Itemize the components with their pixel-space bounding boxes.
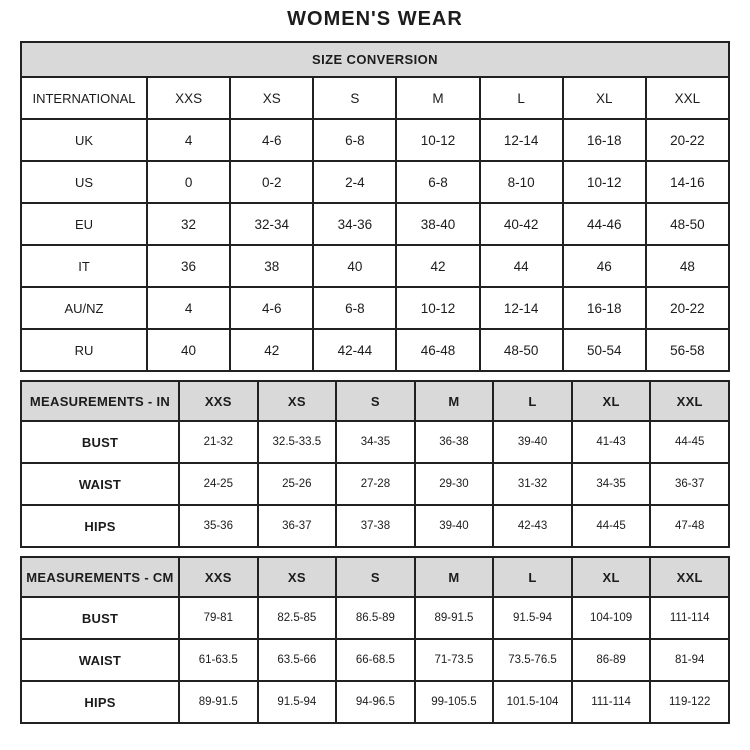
value-cell: 37-38 — [336, 505, 415, 547]
value-cell: 42-44 — [313, 329, 396, 371]
value-cell: 111-114 — [572, 681, 651, 723]
row-label-cell: WAIST — [21, 639, 179, 681]
value-cell: 63.5-66 — [258, 639, 337, 681]
value-cell: 61-63.5 — [179, 639, 258, 681]
value-cell: 29-30 — [415, 463, 494, 505]
table-row — [21, 161, 729, 203]
value-cell: 91.5-94 — [493, 597, 572, 639]
column-header-international: INTERNATIONAL — [21, 77, 147, 119]
size-header-cell: S — [336, 381, 415, 421]
row-label-cell: AU/NZ — [21, 287, 147, 329]
value-cell: 81-94 — [650, 639, 729, 681]
value-cell: 2-4 — [313, 161, 396, 203]
size-header-cell: XXL — [650, 557, 729, 597]
size-header-cell: XS — [258, 381, 337, 421]
value-cell: 32 — [147, 203, 230, 245]
value-cell: 10-12 — [563, 161, 646, 203]
value-cell: 10-12 — [396, 287, 479, 329]
row-label-cell: WAIST — [21, 463, 179, 505]
column-header-cell: XS — [230, 77, 313, 119]
measurements-header-cell: MEASUREMENTS - IN — [21, 381, 179, 421]
value-cell: 73.5-76.5 — [493, 639, 572, 681]
value-cell: 48-50 — [480, 329, 563, 371]
value-cell: 44-46 — [563, 203, 646, 245]
value-cell: 94-96.5 — [336, 681, 415, 723]
value-cell: 44 — [480, 245, 563, 287]
column-header-cell: XXL — [646, 77, 729, 119]
value-cell: 14-16 — [646, 161, 729, 203]
value-cell: 31-32 — [493, 463, 572, 505]
value-cell: 32.5-33.5 — [258, 421, 337, 463]
value-cell: 86.5-89 — [336, 597, 415, 639]
value-cell: 44-45 — [650, 421, 729, 463]
row-label-cell: BUST — [21, 597, 179, 639]
measurements-header-cell: MEASUREMENTS - CM — [21, 557, 179, 597]
table-row — [21, 245, 729, 287]
measurements-header-row — [21, 381, 729, 421]
value-cell: 38 — [230, 245, 313, 287]
value-cell: 71-73.5 — [415, 639, 494, 681]
row-label-cell: US — [21, 161, 147, 203]
value-cell: 6-8 — [396, 161, 479, 203]
value-cell: 12-14 — [480, 119, 563, 161]
size-header-cell: XXL — [650, 381, 729, 421]
column-header-cell: L — [480, 77, 563, 119]
value-cell: 48 — [646, 245, 729, 287]
value-cell: 0 — [147, 161, 230, 203]
measurements-in-table — [20, 380, 730, 548]
value-cell: 38-40 — [396, 203, 479, 245]
value-cell: 36 — [147, 245, 230, 287]
value-cell: 79-81 — [179, 597, 258, 639]
value-cell: 111-114 — [650, 597, 729, 639]
value-cell: 89-91.5 — [415, 597, 494, 639]
column-header-cell: S — [313, 77, 396, 119]
measurements-header-row — [21, 557, 729, 597]
value-cell: 24-25 — [179, 463, 258, 505]
value-cell: 40-42 — [480, 203, 563, 245]
size-header-cell: XS — [258, 557, 337, 597]
value-cell: 6-8 — [313, 287, 396, 329]
value-cell: 41-43 — [572, 421, 651, 463]
page-title: WOMEN'S WEAR — [287, 8, 463, 30]
value-cell: 16-18 — [563, 119, 646, 161]
size-header-cell: XL — [572, 557, 651, 597]
value-cell: 50-54 — [563, 329, 646, 371]
value-cell: 4-6 — [230, 119, 313, 161]
value-cell: 36-37 — [258, 505, 337, 547]
row-label-cell: BUST — [21, 421, 179, 463]
value-cell: 25-26 — [258, 463, 337, 505]
value-cell: 42 — [230, 329, 313, 371]
value-cell: 0-2 — [230, 161, 313, 203]
row-label-cell: EU — [21, 203, 147, 245]
value-cell: 39-40 — [415, 505, 494, 547]
value-cell: 46-48 — [396, 329, 479, 371]
size-conversion-columns-row — [21, 77, 729, 119]
table-row — [21, 119, 729, 161]
value-cell: 27-28 — [336, 463, 415, 505]
value-cell: 56-58 — [646, 329, 729, 371]
value-cell: 42-43 — [493, 505, 572, 547]
value-cell: 66-68.5 — [336, 639, 415, 681]
value-cell: 20-22 — [646, 119, 729, 161]
value-cell: 44-45 — [572, 505, 651, 547]
value-cell: 36-37 — [650, 463, 729, 505]
value-cell: 10-12 — [396, 119, 479, 161]
table-row — [21, 505, 729, 547]
value-cell: 47-48 — [650, 505, 729, 547]
value-cell: 82.5-85 — [258, 597, 337, 639]
size-header-cell: XXS — [179, 381, 258, 421]
row-label-cell: UK — [21, 119, 147, 161]
value-cell: 20-22 — [646, 287, 729, 329]
value-cell: 48-50 — [646, 203, 729, 245]
row-label-cell: IT — [21, 245, 147, 287]
column-header-cell: M — [396, 77, 479, 119]
value-cell: 16-18 — [563, 287, 646, 329]
value-cell: 40 — [313, 245, 396, 287]
value-cell: 119-122 — [650, 681, 729, 723]
value-cell: 34-35 — [336, 421, 415, 463]
row-label-cell: RU — [21, 329, 147, 371]
table-row — [21, 421, 729, 463]
size-header-cell: L — [493, 381, 572, 421]
value-cell: 91.5-94 — [258, 681, 337, 723]
size-conversion-table — [20, 41, 730, 372]
value-cell: 99-105.5 — [415, 681, 494, 723]
value-cell: 35-36 — [179, 505, 258, 547]
size-header-cell: L — [493, 557, 572, 597]
value-cell: 4-6 — [230, 287, 313, 329]
value-cell: 36-38 — [415, 421, 494, 463]
column-header-cell: XL — [563, 77, 646, 119]
size-header-cell: XXS — [179, 557, 258, 597]
table-row — [21, 329, 729, 371]
value-cell: 40 — [147, 329, 230, 371]
size-conversion-banner-row — [21, 42, 729, 77]
value-cell: 101.5-104 — [493, 681, 572, 723]
table-row — [21, 597, 729, 639]
measurements-cm-table — [20, 556, 730, 724]
column-header-cell: XXS — [147, 77, 230, 119]
value-cell: 4 — [147, 119, 230, 161]
value-cell: 32-34 — [230, 203, 313, 245]
value-cell: 6-8 — [313, 119, 396, 161]
row-label-cell: HIPS — [21, 681, 179, 723]
value-cell: 104-109 — [572, 597, 651, 639]
value-cell: 12-14 — [480, 287, 563, 329]
size-header-cell: XL — [572, 381, 651, 421]
size-header-cell: M — [415, 381, 494, 421]
table-row — [21, 681, 729, 723]
table-row — [21, 203, 729, 245]
value-cell: 39-40 — [493, 421, 572, 463]
table-row — [21, 287, 729, 329]
value-cell: 34-36 — [313, 203, 396, 245]
value-cell: 8-10 — [480, 161, 563, 203]
value-cell: 34-35 — [572, 463, 651, 505]
size-header-cell: M — [415, 557, 494, 597]
value-cell: 89-91.5 — [179, 681, 258, 723]
row-label-cell: HIPS — [21, 505, 179, 547]
table-row — [21, 639, 729, 681]
value-cell: 46 — [563, 245, 646, 287]
table-row — [21, 463, 729, 505]
size-conversion-header: SIZE CONVERSION — [21, 42, 729, 77]
size-header-cell: S — [336, 557, 415, 597]
value-cell: 4 — [147, 287, 230, 329]
value-cell: 42 — [396, 245, 479, 287]
value-cell: 86-89 — [572, 639, 651, 681]
value-cell: 21-32 — [179, 421, 258, 463]
